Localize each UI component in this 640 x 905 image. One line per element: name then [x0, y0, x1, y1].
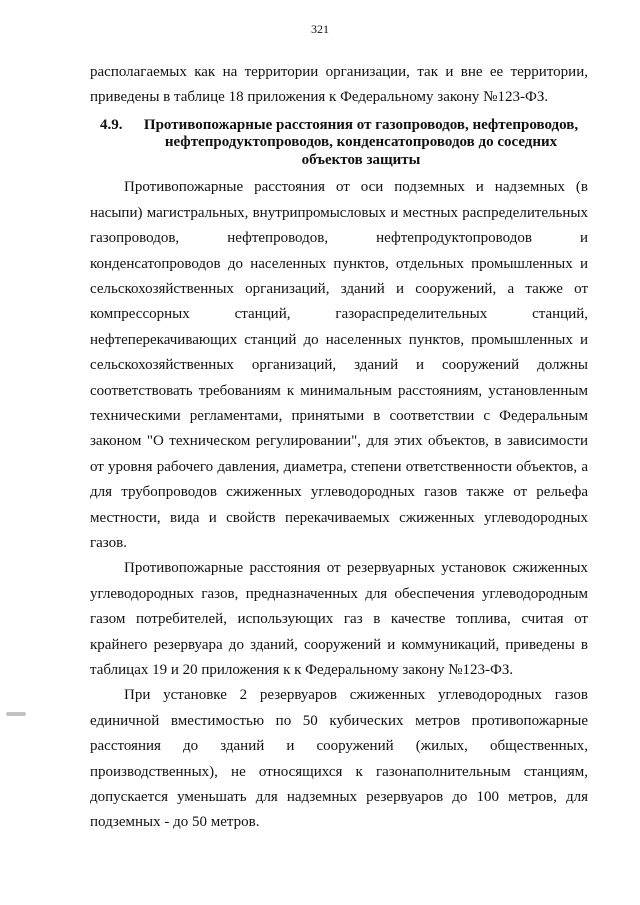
- document-body: [90, 60, 588, 836]
- paragraph-2: Противопожарные расстояния от резервуарных установок сжиженных углеводородных газов, предназначенных для обеспечения углеводородным газом потребителей, использующих газ в качестве топлива, считая от крайнего резервуара до зданий, сооружений и коммуникаций, приведены в таблицах 19 и 20 приложения к к Федеральному закону №123-ФЗ.: [90, 560, 588, 679]
- intro-paragraph: располагаемых как на территории организации, так и вне ее территории, приведены в таблице 18 приложения к Федеральному закону №123-ФЗ.: [90, 64, 588, 106]
- section-number: 4.9.: [100, 116, 123, 133]
- paragraph-3: При установке 2 резервуаров сжиженных углеводородных газов единичной вместимостью по 50 кубических метров противопожарные расстояния до зданий и сооружений (жилых, общественных, производственных), не относящихся к газонаполнительным станциям, допускается уменьшать для надземных резервуаров до 100 метров, для подземных - до 50 метров.: [90, 687, 588, 831]
- scan-artifact: [6, 712, 26, 716]
- paragraph-1: Противопожарные расстояния от оси подземных и надземных (в насыпи) магистральных, внутрипромысловых и местных распределительных газопроводов, нефтепроводов, нефтепродуктопроводов и конденсатопроводов до населенных пунктов, отдельных промышленных и сельскохозяйственных организаций, зданий и сооружений, а также от компрессорных станций, газораспределительных станций, нефтеперекачивающих станций до населенных пунктов, промышленных и сельскохозяйственных организаций, зданий и сооружений должны соответствовать требованиям к минимальным расстояниям, установленным техническими регламентами, принятыми в соответствии с Федеральным законом "О техническом регулировании", для этих объектов, в зависимости от уровня рабочего давления, диаметра, степени ответственности объектов, а для трубопроводов сжиженных углеводородных газов также от рельефа местности, вида и свойств перекачиваемых сжиженных углеводородных газов.: [90, 179, 588, 551]
- section-heading: [90, 117, 588, 170]
- section-title: Противопожарные расстояния от газопроводов, нефтепроводов, нефтепродуктопроводов, конденсатопроводов до соседних объектов защиты: [143, 116, 579, 168]
- page-number: 321: [311, 22, 329, 36]
